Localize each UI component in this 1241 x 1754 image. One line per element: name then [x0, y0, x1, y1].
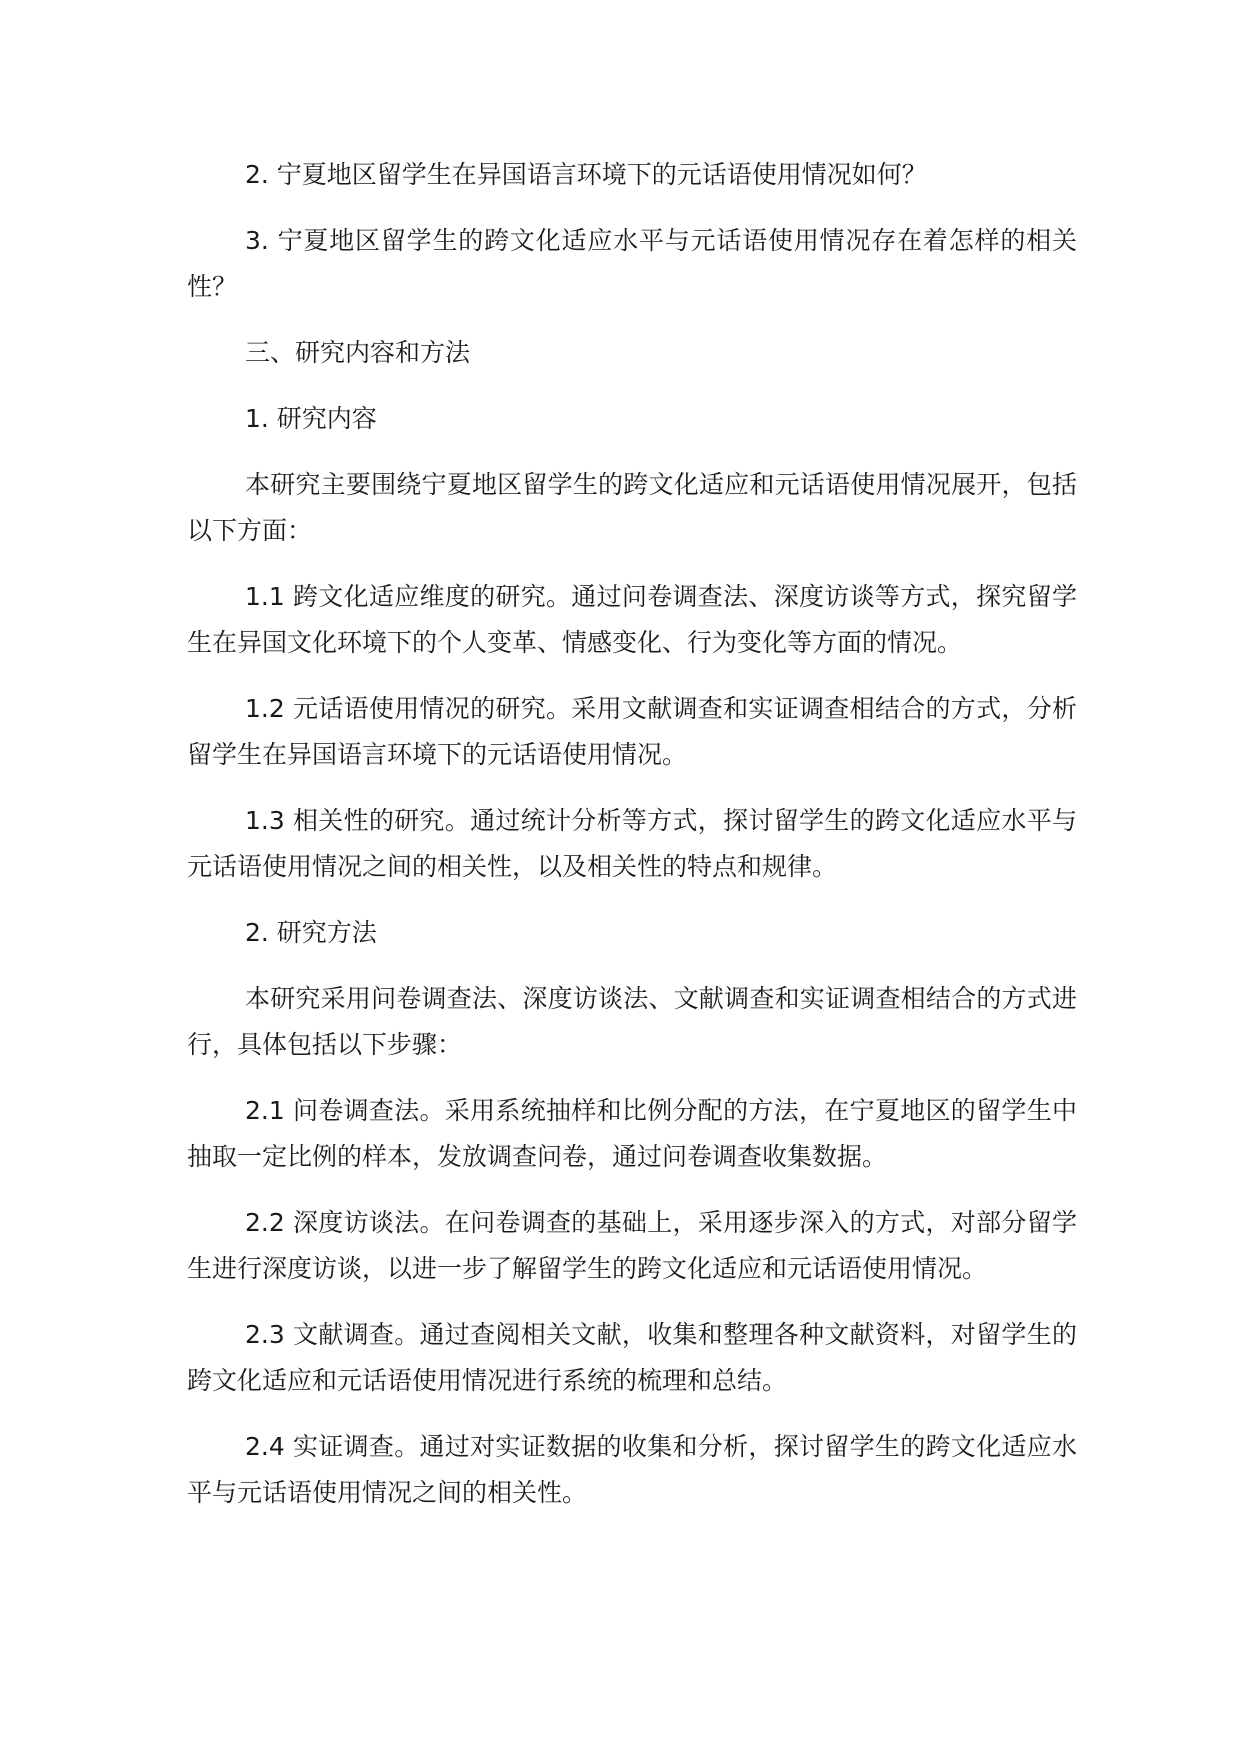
item-1-3: 1.3 相关性的研究。通过统计分析等方式，探讨留学生的跨文化适应水平与元话语使用情况之间的相关性，以及相关性的特点和规律。 — [187, 806, 1077, 881]
research-content-intro: 本研究主要围绕宁夏地区留学生的跨文化适应和元话语使用情况展开，包括以下方面： — [187, 470, 1077, 545]
item-2-3: 2.3 文献调查。通过查阅相关文献，收集和整理各种文献资料，对留学生的跨文化适应和元话语使用情况进行系统的梳理和总结。 — [187, 1320, 1077, 1395]
item-2-4: 2.4 实证调查。通过对实证数据的收集和分析，探讨留学生的跨文化适应水平与元话语使用情况之间的相关性。 — [187, 1432, 1077, 1507]
item-2-1: 2.1 问卷调查法。采用系统抽样和比例分配的方法，在宁夏地区的留学生中抽取一定比例的样本，发放调查问卷，通过问卷调查收集数据。 — [187, 1096, 1077, 1171]
document-body — [187, 152, 1077, 1536]
item-2-2: 2.2 深度访谈法。在问卷调查的基础上，采用逐步深入的方式，对部分留学生进行深度访谈，以进一步了解留学生的跨文化适应和元话语使用情况。 — [187, 1208, 1077, 1283]
question-2: 2. 宁夏地区留学生在异国语言环境下的元话语使用情况如何？ — [245, 160, 927, 189]
question-3: 3. 宁夏地区留学生的跨文化适应水平与元话语使用情况存在着怎样的相关性？ — [187, 226, 1077, 301]
section-heading-research-content-and-methods: 三、研究内容和方法 — [245, 338, 471, 367]
subheading-research-methods: 2. 研究方法 — [245, 918, 377, 947]
research-methods-intro: 本研究采用问卷调查法、深度访谈法、文献调查和实证调查相结合的方式进行，具体包括以下步骤： — [187, 984, 1077, 1059]
item-1-2: 1.2 元话语使用情况的研究。采用文献调查和实证调查相结合的方式，分析留学生在异国语言环境下的元话语使用情况。 — [187, 694, 1077, 769]
item-1-1: 1.1 跨文化适应维度的研究。通过问卷调查法、深度访谈等方式，探究留学生在异国文化环境下的个人变革、情感变化、行为变化等方面的情况。 — [187, 582, 1077, 657]
subheading-research-content: 1. 研究内容 — [245, 404, 377, 433]
